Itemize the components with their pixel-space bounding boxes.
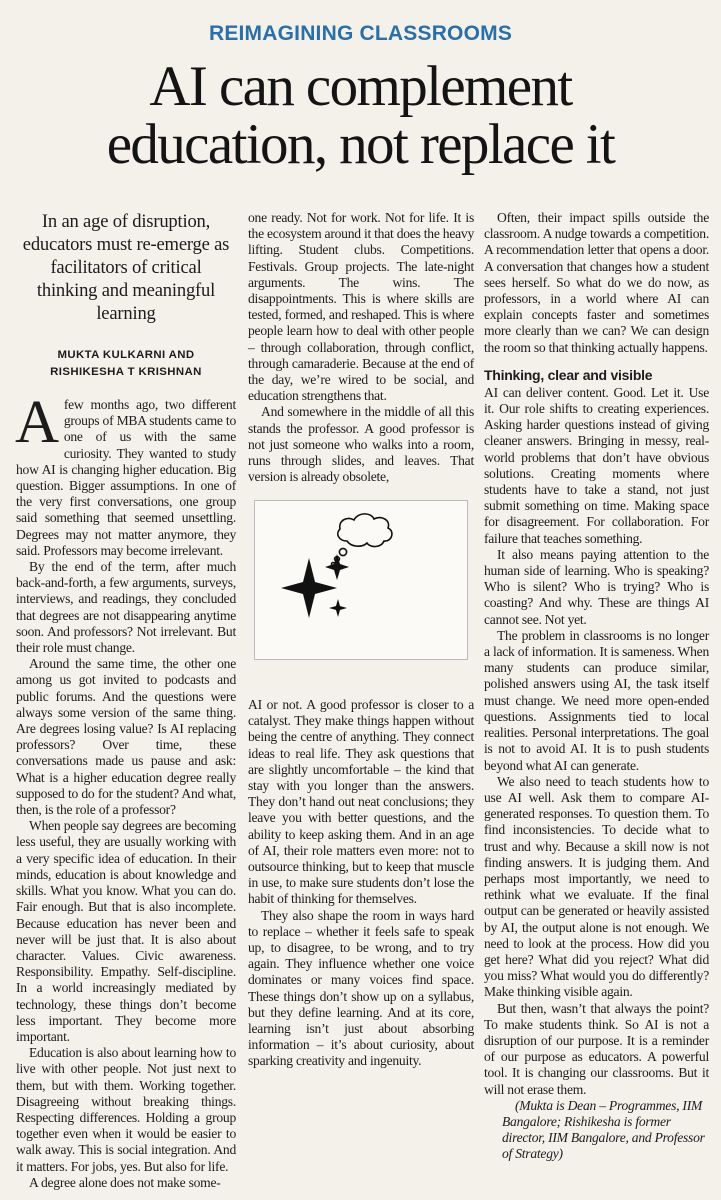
thought-bubble-icon — [332, 514, 392, 566]
illustration-art — [255, 501, 467, 659]
paragraph: By the end of the term, after much back-and-forth, a few arguments, surveys, interviews, and readings, they concluded that degrees are not disappearing anytime soon. And professors? Not irrelevant. But their role must change. — [16, 559, 236, 656]
column-2-top — [248, 210, 474, 485]
paragraph: It also means paying attention to the human side of learning. Who is speaking? Who is silent? Who is trying? Who is coasting? And why. These are things AI cannot see. Not yet. — [484, 546, 709, 627]
author-credit: (Mukta is Dean – Programmes, IIM Bangalore; Rishikesha is former director, IIM Bangalore, and Professor of Strategy) — [502, 1097, 705, 1162]
paragraph-text: few months ago, two different groups of MBA students came to one of us with the same curiosity. They wanted to study how AI is changing higher education. Big question. Bigger assumptions. In one of the very first conversations, one group said something that seemed unsettling. Degrees may not matter anymore, they said. Professors may become irrelevant. — [16, 397, 236, 558]
paragraph: one ready. Not for work. Not for life. It is the ecosystem around it that does the heavy lifting. Student clubs. Competitions. Festivals. Group projects. The late-night arguments. The wins. The disappointments. This is where skills are tested, formed, and reshaped. This is where people learn how to deal with other people – through collaboration, through conflict, through camaraderie. Because at the end of the day, we’re wired to be social, and education strengthens that. — [248, 210, 474, 404]
paragraph: When people say degrees are becoming less useful, they are usually working with a very specific idea of education. In their minds, education is about knowledge and skills. What you know. What you can do. Fair enough. But that is also incomplete. Because education has never been and never will be just that. It is also about character. Values. Civic awareness. Responsibility. Empathy. Self-discipline. In a world increasingly mediated by technology, these things don’t become less important. They become more important. — [16, 818, 236, 1044]
paragraph: We also need to teach students how to use AI well. Ask them to compare AI-generated responses. To question them. To find inconsistencies. To decide what to trust and why. Because a skill now is not finding answers. It is judging them. And perhaps most importantly, we need to rethink what we evaluate. If the final output can be generated or heavily assisted by AI, the output alone is not enough. We need to look at the process. How did you get here? What did you reject? What did you miss? What would you do differently? Make thinking visible again. — [484, 773, 709, 1000]
sparkles-icon — [281, 554, 349, 618]
paragraph: Around the same time, the other one among us got invited to podcasts and public forums. And the questions were always some version of the same thing. Are degrees losing value? Is AI replacing professors? Over time, these conversations made us pause and ask: What is a higher education degree really supposed to do for the student? And what, then, is the role of a professor? — [16, 656, 236, 818]
byline-author-2: RISHIKESHA T KRISHNAN — [50, 366, 202, 378]
drop-cap: A — [15, 389, 59, 456]
paragraph: And somewhere in the middle of all this stands the professor. A good professor is not just someone who walks into a room, runs through slides, and leaves. That version is already obsolete, — [248, 404, 474, 485]
paragraph — [15, 389, 236, 559]
paragraph: AI or not. A good professor is closer to a catalyst. They make things happen without being the centre of anything. They connect ideas to real life. They ask questions that are slightly uncomfortable – the kind that stay with you longer than the answers. They don’t hand out neat conclusions; they leave you with better questions, and the ability to keep asking them. And in an age of AI, their role matters even more: not to outsource thinking, but to keep that muscle in use, to make sure students don’t lose the habit of thinking for themselves. — [248, 697, 474, 907]
headline-line-1: AI can complement — [149, 55, 572, 118]
paragraph: Education is also about learning how to live with other people. Not just next to them, but with them. Working together. Disagreeing without breaking things. Respecting differences. Holding a group together even when it would be easier to walk away. This is social integration. And it matters. For jobs, yes. But also for life. — [16, 1045, 236, 1174]
standfirst: In an age of disruption, educators must re-emerge as facilitators of critical thinking and meaningful learning — [22, 211, 230, 324]
paragraph: AI can deliver content. Good. Let it. Use it. Our role shifts to creating experiences. Asking harder questions instead of giving cleaner answers. Bringing in messy, real-world problems that don’t have obvious solutions. Creating moments where students have to take a stand, not just submit something on time. Making space for disagreement. For collaboration. For failure that teaches something. — [484, 384, 709, 546]
byline-author-1: MUKTA KULKARNI AND — [57, 349, 195, 361]
paragraph: Often, their impact spills outside the classroom. A nudge towards a competition. A recommendation letter that opens a door. A conversation that changes how a student sees herself. So what do we do now, as professors, in a world where AI can explain concepts faster and sometimes more clearly than we can? We can design the room so that thinking actually happens. — [484, 210, 709, 355]
column-1 — [16, 210, 236, 1191]
byline — [16, 347, 236, 381]
paragraph: The problem in classrooms is no longer a lack of information. It is sameness. When many students can produce similar, polished answers using AI, the task itself must change. We need more open-ended questions. Assignments tied to local realities. Personal interpretations. The goal is not to avoid AI. It is to push students beyond what AI can generate. — [484, 627, 709, 773]
section-kicker: REIMAGINING CLASSROOMS — [208, 22, 513, 45]
headline-line-2: education, not replace it — [106, 113, 615, 176]
paragraph: They also shape the room in ways hard to replace – whether it feels safe to speak up, to disagree, to be wrong, and to try again. They influence whether one voice dominates or many voices find space. These things don’t show up on a syllabus, but they define learning. And at its core, learning isn’t just about absorbing information – it’s about curiosity, about sparking creativity and ingenuity. — [248, 907, 474, 1069]
illustration — [254, 500, 468, 660]
paragraph: A degree alone does not make some- — [29, 1174, 221, 1190]
paragraph: But then, wasn’t that always the point? To make students think. So AI is not a disruption of our purpose. It is a reminder of our purpose as educators. A powerful tool. It is changing our classrooms. But it will not erase them. — [484, 1000, 709, 1097]
column-2-bottom — [248, 697, 474, 1070]
column-3 — [484, 210, 709, 1163]
article-headline — [20, 55, 701, 176]
subheading: Thinking, clear and visible — [484, 366, 653, 383]
